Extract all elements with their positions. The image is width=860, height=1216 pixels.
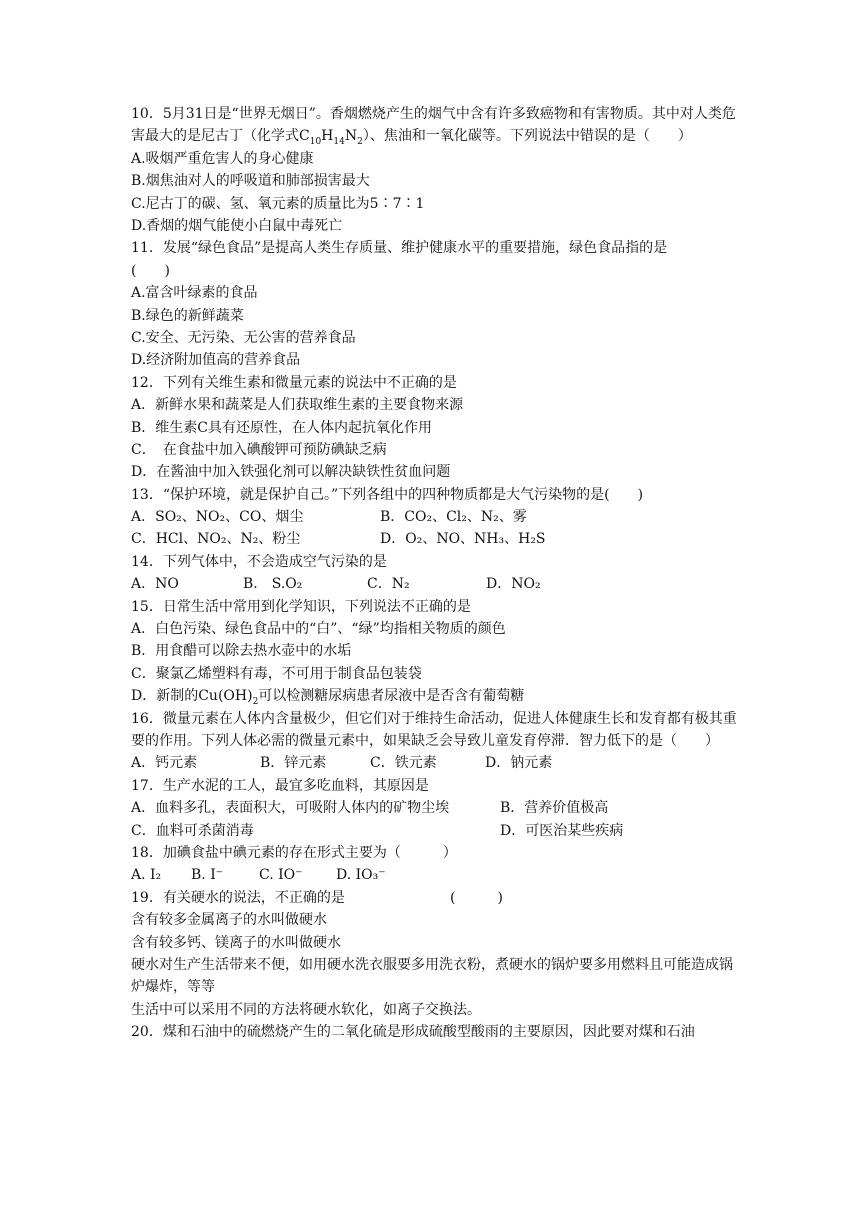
question-list: [131, 103, 743, 1044]
question-15-option-a: A．白色污染、绿色食品中的“白”、“绿”均指相关物质的颜色: [131, 621, 506, 638]
question-15-option-b: B．用食醋可以除去热水壶中的水垢: [131, 643, 352, 660]
question-15-option-d-text-a: D．新制的Cu(OH): [131, 688, 253, 705]
question-18-option-d: D. IO₃⁻: [336, 867, 386, 884]
question-13-option-c: C．HCl、NO₂、N₂、粉尘: [131, 531, 301, 548]
question-18-option-b: B. I⁻: [191, 867, 224, 884]
formula-c-count: 10: [309, 137, 322, 148]
question-14-option-d: D．NO₂: [486, 576, 541, 593]
question-11-option-d: D.经济附加值高的营养食品: [131, 352, 301, 369]
question-10-text-b: ）、焦油和一氧化碳等。下列说法中错误的是（ ）: [362, 128, 692, 145]
question-17-options-row-1: [131, 797, 743, 819]
question-12-option-a: A．新鲜水果和蔬菜是人们获取维生素的主要食物来源: [131, 397, 464, 414]
question-17-option-b: B．营养价值极高: [500, 800, 609, 817]
question-19-answer-paren: ( ): [450, 889, 503, 906]
question-12-option-d: D．在酱油中加入铁强化剂可以解决缺铁性贫血问题: [131, 464, 451, 481]
formula-subscript: 2: [252, 696, 259, 707]
question-13-stem: 13．“保护环境，就是保护自己。”下列各组中的四种物质都是大气污染物的是( ): [131, 486, 644, 503]
question-17-option-c: C．血料可杀菌消毒: [131, 822, 254, 839]
question-13-option-b: B．CO₂、Cl₂、N₂、雾: [380, 509, 527, 526]
question-18-stem: 18．加碘食盐中碘元素的存在形式主要为（ ）: [131, 844, 457, 861]
question-19-statement-3: 硬水对生产生活带来不便，如用硬水洗衣服要多用洗衣粉，煮硬水的锅炉要多用燃料且可能造成锅炉爆炸，等等: [131, 956, 733, 996]
question-10-option-d: D.香烟的烟气能使小白鼠中毒死亡: [131, 217, 343, 234]
question-17-option-a: A．血料多孔，表面积大，可吸附人体内的矿物尘埃: [131, 800, 450, 817]
question-16-option-c: C．铁元素: [370, 755, 437, 772]
question-14-options-row: [131, 573, 743, 595]
question-16-option-d: D．钠元素: [485, 755, 553, 772]
question-10-option-c: C.尼古丁的碳、氢、氧元素的质量比为5∶7∶1: [131, 195, 425, 212]
question-13-options-row-1: [131, 506, 743, 528]
question-19-statement-1: 含有较多金属离子的水叫做硬水: [131, 912, 327, 929]
question-15-stem: 15．日常生活中常用到化学知识，下列说法不正确的是: [131, 598, 471, 615]
question-19-statement-4: 生活中可以采用不同的方法将硬水软化，如离子交换法。: [131, 1001, 481, 1018]
formula-n-count: 2: [357, 137, 363, 148]
question-10-option-a: A.吸烟严重危害人的身心健康: [131, 150, 314, 167]
question-16-stem: 16．微量元素在人体内含量极少，但它们对于维持生命活动，促进人体健康生长和发育都有极其重要的作用。下列人体必需的微量元素中，如果缺乏会导致儿童发育停滞．智力低下的是（ ）: [131, 710, 737, 749]
question-12-option-b: B．维生素C具有还原性，在人体内起抗氧化作用: [131, 419, 432, 436]
question-17-options-row-2: [131, 820, 743, 842]
question-10-option-b: B.烟焦油对人的呼吸道和肺部损害最大: [131, 173, 370, 190]
question-18-option-a: A. I₂: [131, 867, 162, 884]
question-16-options-row: [131, 752, 743, 774]
question-16-option-b: B．锌元素: [260, 755, 327, 772]
question-13-option-a: A．SO₂、NO₂、CO、烟尘: [131, 509, 304, 526]
question-19-statement-2: 含有较多钙、镁离子的水叫做硬水: [131, 934, 341, 951]
question-14-option-a: A．NO: [131, 576, 179, 593]
question-14-option-c: C．N₂: [367, 576, 410, 593]
question-15-option-d-text-b: 可以检测糖尿病患者尿液中是否含有葡萄糖: [258, 688, 525, 705]
question-11-option-a: A.富含叶绿素的食品: [131, 285, 258, 302]
question-14-stem: 14．下列气体中，不会造成空气污染的是: [131, 553, 387, 570]
question-13-option-d: D．O₂、NO、NH₃、H₂S: [380, 531, 546, 548]
question-15-option-c: C．聚氯乙烯塑料有毒，不可用于制食品包装袋: [131, 665, 422, 682]
question-14-option-b: B. S.O₂: [243, 576, 303, 593]
formula-h-count: 14: [333, 137, 345, 148]
question-10-stem: [131, 103, 743, 148]
formula-h: H: [321, 128, 334, 145]
question-19-stem-row: [131, 887, 743, 909]
question-17-option-d: D．可医治某些疾病: [500, 822, 624, 839]
question-17-stem: 17．生产水泥的工人，最宜多吃血料，其原因是: [131, 777, 429, 794]
question-11-answer-paren: ( ): [131, 262, 170, 279]
question-18-options-row: [131, 864, 743, 886]
question-12-stem: 12．下列有关维生素和微量元素的说法中不正确的是: [131, 374, 457, 391]
formula-n: N: [344, 128, 358, 145]
question-12-option-c: C． 在食盐中加入碘酸钾可预防碘缺乏病: [131, 441, 387, 458]
question-11-option-c: C.安全、无污染、无公害的营养食品: [131, 329, 356, 346]
question-11-stem: 11．发展“绿色食品”是提高人类生存质量、维护健康水平的重要措施，绿色食品指的是: [131, 240, 668, 257]
question-18-option-c: C. IO⁻: [259, 867, 303, 884]
question-11-option-b: B.绿色的新鲜蔬菜: [131, 307, 244, 324]
question-19-stem: 19．有关硬水的说法，不正确的是: [131, 889, 345, 906]
question-10-text-a: 10．5月31日是“世界无烟日”。香烟燃烧产生的烟气中含有许多致癌物和有害物质。其中对人类危害最大的是尼古丁（化学式C: [131, 106, 736, 145]
question-15-option-d: [131, 685, 743, 707]
question-16-option-a: A．钙元素: [131, 755, 198, 772]
question-13-options-row-2: [131, 528, 743, 550]
question-20-stem: 20．煤和石油中的硫燃烧产生的二氧化硫是形成硫酸型酸雨的主要原因，因此要对煤和石油: [131, 1024, 695, 1041]
